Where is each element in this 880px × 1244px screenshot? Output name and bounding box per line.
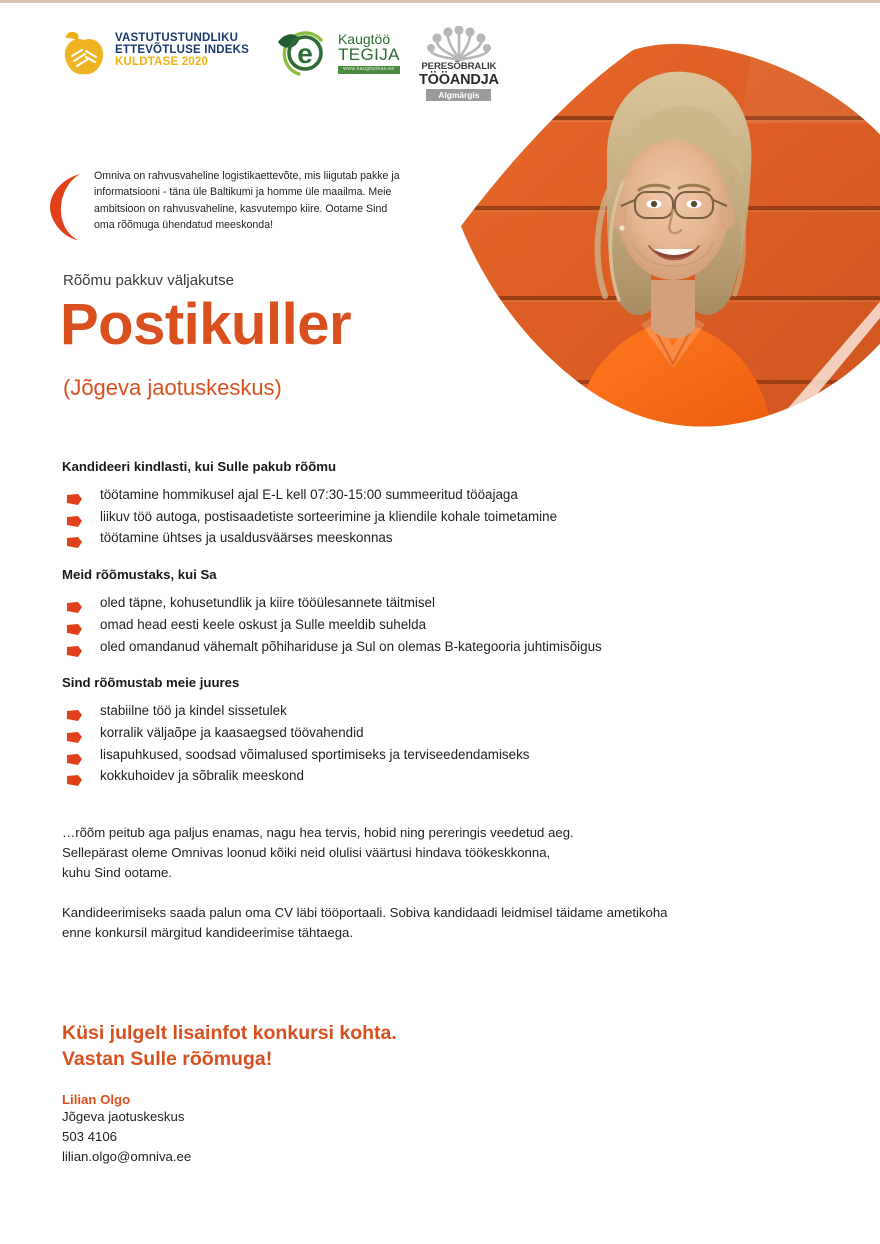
pennant-bullet-icon (67, 728, 82, 739)
pennant-bullet-icon (67, 706, 82, 717)
page-title: Postikuller (60, 292, 352, 357)
pennant-bullet-icon (67, 642, 82, 653)
section-we-would-be-glad (62, 567, 822, 657)
list-item-text: oled omandanud vähemalt põhihariduse ja Sul on olemas B-kategooria juhtimisõigus (100, 638, 602, 654)
contact-unit: Jõgeva jaotuskeskus (62, 1109, 185, 1125)
bullet-list (62, 592, 822, 657)
contact-block (62, 1020, 397, 1167)
paragraph-spacer (62, 883, 832, 903)
svg-text:e: e (297, 38, 313, 69)
list-item (62, 765, 822, 787)
contact-person-name: Lilian Olgo (62, 1092, 131, 1108)
list-item-text: oled täpne, kohusetundlik ja kiire tööülesannete täitmisel (100, 595, 435, 611)
list-item (62, 700, 822, 722)
bullet-list (62, 700, 822, 787)
logo-kaugtoo-tegija (275, 26, 400, 80)
orange-arc-decoration (50, 172, 84, 242)
section-heading: Sind rõõmustab meie juures (62, 675, 240, 691)
logo-line-3: Algmärgis (426, 89, 491, 101)
job-location: (Jõgeva jaotuskeskus) (63, 375, 282, 400)
list-item-text: töötamine hommikusel ajal E-L kell 07:30-15:00 summeeritud tööajaga (100, 487, 518, 502)
list-item (62, 744, 822, 766)
logo-vastutustundliku-ettevotluse-indeks (62, 26, 249, 76)
logo-url: www.kaugtookas.ee (338, 66, 400, 74)
company-intro-text: Omniva on rahvusvaheline logistikaettevõte, mis liigutab pakke ja informatsiooni - täna üle Baltikumi ja homme üle maailma. Meie ambitsioon on rahvusvaheline, kasvutempo kiire. Ootame Sind oma rõõmuga ühendatud meeskonda! (94, 170, 400, 232)
company-intro-block (50, 168, 400, 234)
list-item-text: kokkuhoidev ja sõbralik meeskond (100, 768, 304, 784)
title-eyebrow: Rõõmu pakkuv väljakutse (63, 272, 234, 289)
list-item-text: töötamine ühtses ja usaldusväärses meeskonnas (100, 530, 393, 546)
section-heading: Meid rõõmustaks, kui Sa (62, 567, 217, 583)
list-item (62, 722, 822, 744)
closing-paragraphs (62, 823, 832, 943)
pennant-bullet-icon (67, 750, 82, 761)
pennant-bullet-icon (67, 598, 82, 609)
pennant-bullet-icon (67, 533, 82, 544)
list-item (62, 506, 822, 528)
cta-line-2: Vastan Sulle rõõmuga! (62, 1048, 273, 1071)
list-item (62, 592, 822, 614)
logo-peresobralik-tooandja (419, 26, 499, 101)
pennant-bullet-icon (67, 620, 82, 631)
closing-paragraph-2-line-2: enne konkursil märgitud kandideerimise tähtaega. (62, 925, 354, 941)
list-item-text: omad head eesti keele oskust ja Sulle meeldib suhelda (100, 616, 427, 632)
logo-line-2: TÖÖANDJA (419, 71, 499, 88)
pennant-bullet-icon (67, 490, 82, 501)
section-apply-if (62, 459, 822, 549)
green-e-leaf-icon (275, 26, 331, 80)
bullet-list (62, 484, 822, 549)
list-item (62, 527, 822, 549)
list-item (62, 614, 822, 636)
apple-handshake-icon (62, 26, 106, 76)
logo-line-2: TEGIJA (337, 45, 400, 65)
closing-paragraph-2-line-1: Kandideerimiseks saada palun oma CV läbi tööportaali. Sobiva kandidaadi leidmisel täidame ametikoha (62, 905, 668, 921)
hero-photo (455, 28, 880, 428)
closing-paragraph-1-line-2: Sellepärast oleme Omnivas loonud kõiki neid olulisi väärtusi hindava töökeskkonna, (62, 845, 551, 861)
contact-email[interactable]: lilian.olgo@omniva.ee (62, 1148, 192, 1164)
closing-paragraph-1-line-1: …rõõm peitub aga paljus enamas, nagu hea tervis, hobid ning pereringis veedetud aeg. (62, 825, 574, 840)
logo-line-1: Kaugtöö (337, 31, 391, 48)
list-item (62, 484, 822, 506)
list-item-text: lisapuhkused, soodsad võimalused sportimiseks ja terviseedendamiseks (100, 746, 530, 762)
section-heading: Kandideeri kindlasti, kui Sulle pakub rõõmu (62, 459, 337, 474)
logo-line-1: VASTUTUSTUNDLIKU (115, 31, 239, 44)
list-item-text: stabiilne töö ja kindel sissetulek (100, 703, 287, 719)
logo-line-2: ETTEVÕTLUSE INDEKS (115, 43, 249, 56)
list-item-text: korralik väljaõpe ja kaasaegsed töövahendid (100, 724, 364, 740)
list-item-text: liikuv töö autoga, postisaadetiste sorteerimine ja kliendile kohale toimetamine (100, 508, 558, 524)
logo-line-3: KULDTASE 2020 (115, 56, 209, 69)
closing-paragraph-1-line-3: kuhu Sind ootame. (62, 865, 172, 881)
list-item (62, 636, 822, 658)
contact-phone[interactable]: 503 4106 (62, 1129, 118, 1145)
pennant-bullet-icon (67, 512, 82, 523)
family-tree-icon (427, 26, 491, 62)
section-what-we-offer (62, 675, 822, 787)
pennant-bullet-icon (67, 771, 82, 782)
logo-line-1: PERESÕBRALIK (421, 61, 497, 72)
top-rule-divider (0, 0, 880, 3)
certification-logos (62, 26, 499, 101)
cta-line-1: Küsi julgelt lisainfot konkursi kohta. (62, 1022, 397, 1044)
requirements-sections (62, 459, 822, 805)
